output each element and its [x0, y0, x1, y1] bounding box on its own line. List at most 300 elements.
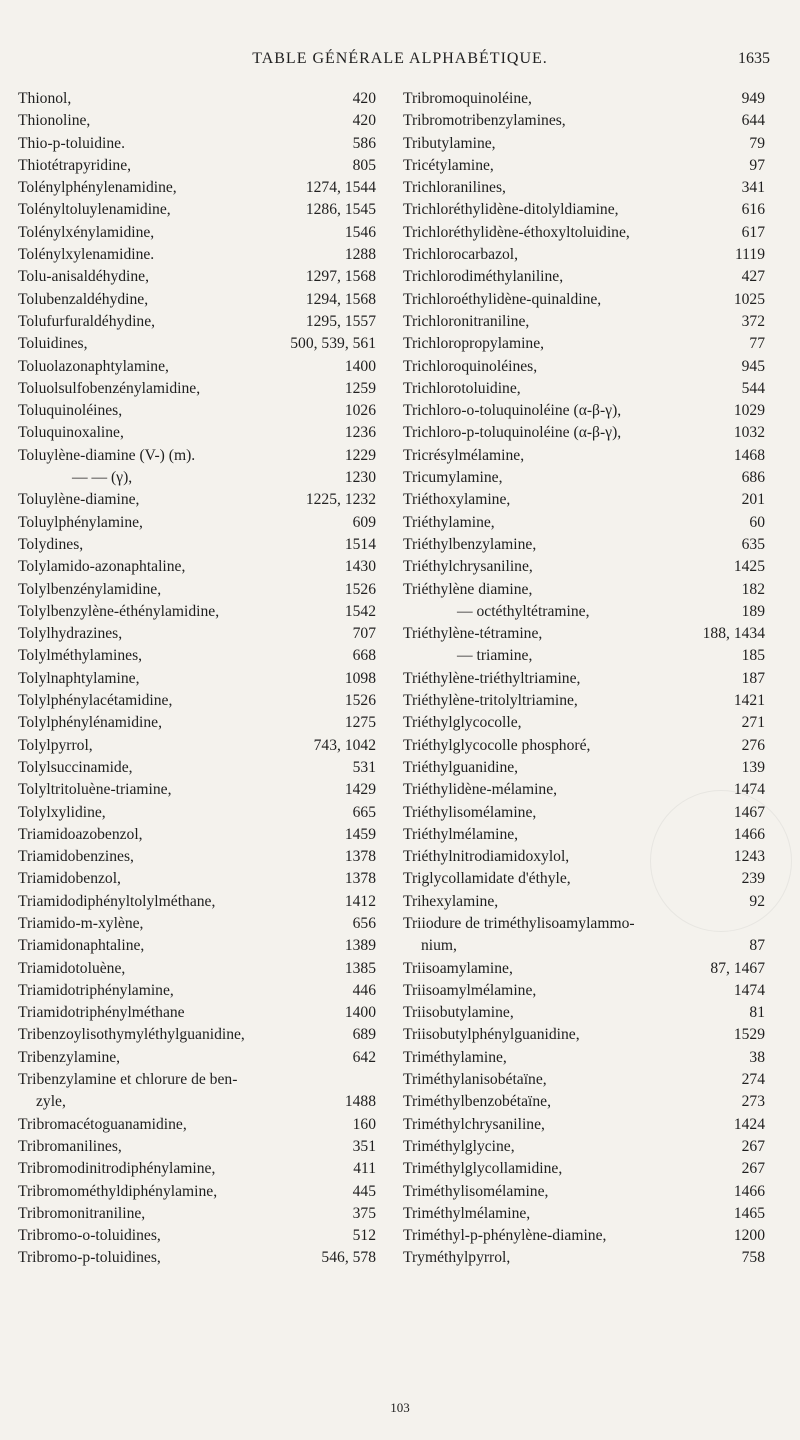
entry-pages: 276	[741, 736, 765, 754]
entry-name: Tolylxylidine,	[18, 803, 106, 821]
index-entry	[403, 868, 765, 890]
entry-pages: 635	[741, 535, 765, 553]
index-entry	[403, 824, 765, 846]
index-entry	[18, 289, 376, 311]
index-entry	[18, 222, 376, 244]
entry-name: Tribenzylamine,	[18, 1048, 121, 1066]
entry-name: Tolénylxylenamidine.	[18, 246, 155, 264]
entry-pages: 1378	[344, 870, 376, 888]
entry-name: Trichloranilines,	[403, 179, 506, 197]
index-entry	[403, 913, 765, 935]
index-entry	[403, 222, 765, 244]
entry-name: Tolylsuccinamide,	[18, 758, 133, 776]
entry-pages: 1474	[733, 781, 765, 799]
index-entry	[403, 400, 765, 422]
entry-name: Trichloréthylidène-ditolyldiamine,	[403, 201, 619, 219]
entry-name: Triméthylamine,	[403, 1048, 507, 1066]
index-entry	[403, 1002, 765, 1024]
index-entry	[18, 266, 376, 288]
index-entry	[403, 802, 765, 824]
entry-pages: 656	[352, 914, 376, 932]
entry-pages: 531	[352, 758, 376, 776]
entry-name: — — (γ),	[72, 469, 133, 487]
index-entry	[18, 1002, 376, 1024]
entry-pages: 1294, 1568	[305, 290, 376, 308]
index-entry	[403, 534, 765, 556]
entry-pages: 1236	[344, 424, 376, 442]
index-entry	[403, 244, 765, 266]
index-entry	[403, 422, 765, 444]
entry-name: Thionoline,	[18, 112, 91, 130]
entry-pages: 1275	[344, 714, 376, 732]
index-entry	[403, 1136, 765, 1158]
index-entry	[18, 668, 376, 690]
entry-pages: 182	[741, 580, 765, 598]
entry-pages: 97	[749, 156, 765, 174]
index-entry	[18, 445, 376, 467]
entry-name: Triéthylène diamine,	[403, 580, 533, 598]
entry-pages: 1295, 1557	[305, 312, 376, 330]
entry-pages: 271	[741, 714, 765, 732]
entry-pages: 341	[741, 179, 765, 197]
index-entry	[18, 512, 376, 534]
entry-pages: 686	[741, 469, 765, 487]
entry-name: Triméthylbenzobétaïne,	[403, 1093, 551, 1111]
entry-pages: 38	[749, 1048, 765, 1066]
index-entry	[18, 244, 376, 266]
entry-name: Toluolsulfobenzénylamidine,	[18, 379, 201, 397]
entry-name: Tolényltoluylenamidine,	[18, 201, 171, 219]
entry-pages: 411	[353, 1160, 376, 1178]
entry-name: Triéthylbenzylamine,	[403, 535, 537, 553]
entry-name: Toluylène-diamine,	[18, 491, 140, 509]
entry-pages: 1412	[344, 892, 376, 910]
index-entry	[403, 980, 765, 1002]
index-entry	[403, 712, 765, 734]
entry-name: Toluquinoxaline,	[18, 424, 124, 442]
entry-name: Tribromo-p-toluidines,	[18, 1249, 161, 1267]
entry-pages: 1225, 1232	[305, 491, 376, 509]
entry-pages: 1288	[344, 246, 376, 264]
entry-name: Triamidodiphényltolylméthane,	[18, 892, 216, 910]
entry-pages: 707	[352, 625, 376, 643]
index-entry	[403, 333, 765, 355]
entry-name: Triéthylnitrodiamidoxylol,	[403, 848, 570, 866]
entry-name: Triéthoxylamine,	[403, 491, 511, 509]
entry-pages: 139	[741, 758, 765, 776]
entry-pages: 446	[352, 981, 376, 999]
index-entry	[403, 1203, 765, 1225]
entry-pages: 1400	[344, 357, 376, 375]
entry-name: Tolénylxénylamidine,	[18, 223, 155, 241]
index-entry	[18, 1024, 376, 1046]
entry-pages: 1514	[344, 535, 376, 553]
entry-pages: 1488	[344, 1093, 376, 1111]
index-entry	[403, 935, 765, 957]
index-entry	[18, 400, 376, 422]
entry-name: Triamido-m-xylène,	[18, 914, 144, 932]
index-entry	[18, 802, 376, 824]
entry-name: Tribromotribenzylamines,	[403, 112, 566, 130]
entry-name: Triamidotoluène,	[18, 959, 126, 977]
entry-pages: 805	[352, 156, 376, 174]
index-entry	[403, 155, 765, 177]
entry-name: Tolylbenzénylamidine,	[18, 580, 162, 598]
index-entry	[403, 1069, 765, 1091]
entry-name: Thio-p-toluidine.	[18, 134, 125, 152]
entry-pages: 546, 578	[321, 1249, 376, 1267]
index-entry	[18, 1225, 376, 1247]
entry-name: Triméthylglycollamidine,	[403, 1160, 563, 1178]
index-entry	[403, 623, 765, 645]
entry-pages: 239	[741, 870, 765, 888]
index-entry	[403, 445, 765, 467]
index-entry	[403, 1114, 765, 1136]
index-entry	[18, 556, 376, 578]
index-entry	[403, 133, 765, 155]
entry-pages: 201	[741, 491, 765, 509]
entry-pages: 1468	[733, 446, 765, 464]
entry-pages: 1466	[733, 1182, 765, 1200]
entry-name: Tolylméthylamines,	[18, 647, 143, 665]
entry-pages: 375	[352, 1204, 376, 1222]
entry-name: Triéthylidène-mélamine,	[403, 781, 558, 799]
index-entry	[403, 266, 765, 288]
entry-name: Tricrésylmélamine,	[403, 446, 525, 464]
index-entry	[18, 913, 376, 935]
entry-name: Tolu-anisaldéhydine,	[18, 268, 149, 286]
entry-pages: 273	[741, 1093, 765, 1111]
entry-pages: 1259	[344, 379, 376, 397]
index-entry	[18, 757, 376, 779]
entry-pages: 185	[741, 647, 765, 665]
entry-name: Tribromacétoguanamidine,	[18, 1115, 187, 1133]
entry-pages: 1200	[733, 1227, 765, 1245]
index-entry	[18, 1114, 376, 1136]
entry-pages: 1297, 1568	[305, 268, 376, 286]
entry-pages: 420	[352, 112, 376, 130]
entry-pages: 1286, 1545	[305, 201, 376, 219]
index-entry	[403, 668, 765, 690]
entry-name: Trichloropropylamine,	[403, 335, 545, 353]
entry-name: Toluylène-diamine (V-) (m).	[18, 446, 196, 464]
index-entry	[403, 1247, 765, 1269]
entry-name: Triéthylisomélamine,	[403, 803, 537, 821]
entry-pages: 586	[352, 134, 376, 152]
entry-name: Tribromonitraniline,	[18, 1204, 146, 1222]
entry-name: Triamidonaphtaline,	[18, 937, 145, 955]
index-entry	[18, 155, 376, 177]
entry-name: Triisobutylphénylguanidine,	[403, 1026, 580, 1044]
entry-pages: 189	[741, 602, 765, 620]
index-column-right	[403, 88, 765, 1270]
entry-name: Tribromodinitrodiphénylamine,	[18, 1160, 216, 1178]
index-entry	[18, 1047, 376, 1069]
entry-pages: 1098	[344, 669, 376, 687]
entry-name: Tolubenzaldéhydine,	[18, 290, 149, 308]
entry-name: Tolénylphénylenamidine,	[18, 179, 177, 197]
entry-name: Tryméthylpyrrol,	[403, 1249, 511, 1267]
entry-name: Triméthylchrysaniline,	[403, 1115, 545, 1133]
index-entry	[18, 1203, 376, 1225]
entry-name: Triéthylène-tritolyltriamine,	[403, 692, 578, 710]
entry-name: Triméthylglycine,	[403, 1137, 515, 1155]
entry-name: Tribromo-o-toluidines,	[18, 1227, 161, 1245]
entry-name: Tolufurfuraldéhydine,	[18, 312, 156, 330]
entry-pages: 1243	[733, 848, 765, 866]
index-entry	[18, 199, 376, 221]
entry-pages: 87, 1467	[710, 959, 765, 977]
entry-pages: 949	[741, 90, 765, 107]
index-entry	[18, 868, 376, 890]
entry-pages: 758	[741, 1249, 765, 1267]
entry-name: Triéthylène-triéthyltriamine,	[403, 669, 581, 687]
index-entry	[403, 311, 765, 333]
entry-name: Tribenzylamine et chlorure de ben-	[18, 1071, 238, 1089]
entry-name: Trihexylamine,	[403, 892, 499, 910]
index-entry	[403, 289, 765, 311]
index-entry	[18, 846, 376, 868]
entry-pages: 1385	[344, 959, 376, 977]
index-entry	[18, 88, 376, 110]
entry-name: Triéthylmélamine,	[403, 825, 519, 843]
index-entry	[18, 958, 376, 980]
index-entry	[403, 1024, 765, 1046]
index-entry	[403, 88, 765, 110]
entry-name: Tributylamine,	[403, 134, 496, 152]
entry-name: Triamidobenzol,	[18, 870, 121, 888]
entry-pages: 617	[741, 223, 765, 241]
entry-name: Triméthylmélamine,	[403, 1204, 531, 1222]
index-entry	[18, 356, 376, 378]
entry-pages: 642	[352, 1048, 376, 1066]
entry-name: Tricétylamine,	[403, 156, 494, 174]
entry-pages: 188, 1434	[702, 625, 765, 643]
entry-pages: 1474	[733, 981, 765, 999]
entry-name: Triéthylène-tétramine,	[403, 625, 543, 643]
entry-name: Tolylnaphtylamine,	[18, 669, 140, 687]
entry-name: Triéthylchrysaniline,	[403, 558, 533, 576]
index-entry	[18, 1091, 376, 1113]
entry-name: Tribromanilines,	[18, 1137, 122, 1155]
index-entry	[18, 935, 376, 957]
entry-name: Triiodure de triméthylisoamylammo-	[403, 914, 635, 932]
entry-pages: 274	[741, 1071, 765, 1089]
entry-pages: 1378	[344, 848, 376, 866]
entry-name: Toluidines,	[18, 335, 88, 353]
index-entry	[18, 378, 376, 400]
entry-pages: 351	[352, 1137, 376, 1155]
entry-pages: 1467	[733, 803, 765, 821]
entry-name: Triéthylamine,	[403, 513, 495, 531]
entry-name: Tolylhydrazines,	[18, 625, 123, 643]
index-entry	[403, 779, 765, 801]
index-entry	[403, 757, 765, 779]
entry-name: Toluolazonaphtylamine,	[18, 357, 169, 375]
entry-pages: 1425	[733, 558, 765, 576]
index-entry	[403, 1091, 765, 1113]
entry-pages: 1389	[344, 937, 376, 955]
entry-pages: 1430	[344, 558, 376, 576]
index-entry	[403, 177, 765, 199]
entry-name: Tribenzoylisothymyléthylguanidine,	[18, 1026, 245, 1044]
entry-pages: 1026	[344, 402, 376, 420]
entry-name: Triéthylglycocolle,	[403, 714, 522, 732]
entry-pages: 60	[749, 513, 765, 531]
entry-name: Tolydines,	[18, 535, 84, 553]
entry-pages: 79	[749, 134, 765, 152]
entry-pages: 544	[741, 379, 765, 397]
index-entry	[18, 980, 376, 1002]
entry-pages: 665	[352, 803, 376, 821]
index-entry	[403, 735, 765, 757]
page-number: 1635	[738, 50, 770, 67]
running-title: TABLE GÉNÉRALE ALPHABÉTIQUE.	[252, 50, 548, 67]
index-entry	[403, 1047, 765, 1069]
entry-pages: 1029	[733, 402, 765, 420]
index-entry	[18, 891, 376, 913]
entry-name: Toluquinoléines,	[18, 402, 123, 420]
entry-name: Trichlorocarbazol,	[403, 246, 519, 264]
index-entry	[403, 846, 765, 868]
entry-name: Tolylphénylacétamidine,	[18, 692, 173, 710]
entry-name: Trichlorotoluidine,	[403, 379, 521, 397]
entry-pages: 427	[741, 268, 765, 286]
index-entry	[18, 690, 376, 712]
entry-pages: 1546	[344, 223, 376, 241]
signature-mark: 103	[390, 1400, 410, 1415]
index-entry	[18, 1181, 376, 1203]
entry-name: Triglycollamidate d'éthyle,	[403, 870, 571, 888]
entry-name: Triéthylguanidine,	[403, 758, 519, 776]
index-entry	[403, 579, 765, 601]
entry-name: Trichloroéthylidène-quinaldine,	[403, 290, 602, 308]
entry-pages: 1542	[344, 602, 376, 620]
entry-pages: 743, 1042	[313, 736, 376, 754]
index-entry	[18, 1158, 376, 1180]
index-entry	[18, 735, 376, 757]
entry-pages: 1119	[734, 246, 765, 264]
index-entry	[403, 601, 765, 623]
entry-name: Triméthylisomélamine,	[403, 1182, 549, 1200]
entry-pages: 609	[352, 513, 376, 531]
entry-pages: 689	[352, 1026, 376, 1044]
entry-pages: 1459	[344, 825, 376, 843]
entry-name: Triméthyl-p-phénylène-diamine,	[403, 1227, 607, 1245]
entry-pages: 372	[741, 312, 765, 330]
index-entry	[18, 601, 376, 623]
entry-pages: 267	[741, 1137, 765, 1155]
entry-pages: 1032	[733, 424, 765, 442]
entry-pages: 512	[352, 1227, 376, 1245]
index-entry	[18, 1069, 376, 1091]
entry-pages: 445	[352, 1182, 376, 1200]
entry-name: Triamidoazobenzol,	[18, 825, 143, 843]
entry-pages: 668	[352, 647, 376, 665]
entry-name: Tribromométhyldiphénylamine,	[18, 1182, 218, 1200]
index-entry	[18, 579, 376, 601]
index-entry	[18, 824, 376, 846]
index-entry	[18, 133, 376, 155]
entry-name: Tolyltritoluène-triamine,	[18, 781, 172, 799]
entry-pages: 945	[741, 357, 765, 375]
entry-pages: 644	[741, 112, 765, 130]
index-entry	[403, 467, 765, 489]
entry-pages: 1400	[344, 1004, 376, 1022]
index-entry	[18, 489, 376, 511]
index-entry	[18, 712, 376, 734]
entry-pages: 1421	[733, 692, 765, 710]
entry-pages: 1526	[344, 580, 376, 598]
entry-name: Tolylphénylénamidine,	[18, 714, 162, 732]
entry-pages: 1529	[733, 1026, 765, 1044]
index-entry	[403, 1181, 765, 1203]
entry-name: Triamidotriphénylamine,	[18, 981, 174, 999]
index-entry	[18, 177, 376, 199]
index-entry	[403, 690, 765, 712]
entry-name: — triamine,	[457, 647, 533, 665]
index-entry	[403, 512, 765, 534]
entry-name: Triéthylglycocolle phosphoré,	[403, 736, 591, 754]
index-entry	[18, 311, 376, 333]
entry-name: Triamidotriphénylméthane	[18, 1004, 185, 1022]
entry-name: Triméthylanisobétaïne,	[403, 1071, 547, 1089]
entry-name: Trichloréthylidène-éthoxyltoluidine,	[403, 223, 630, 241]
index-entry	[403, 556, 765, 578]
entry-pages: 1466	[733, 825, 765, 843]
entry-pages: 1229	[344, 446, 376, 464]
entry-name: Toluylphénylamine,	[18, 513, 143, 531]
entry-pages: 1274, 1544	[305, 179, 376, 197]
entry-pages: 1429	[344, 781, 376, 799]
index-entry	[18, 1247, 376, 1269]
entry-pages: 87	[749, 937, 765, 955]
index-entry	[18, 467, 376, 489]
entry-name: Triamidobenzines,	[18, 848, 134, 866]
entry-pages: 81	[749, 1004, 765, 1022]
entry-name: Triisobutylamine,	[403, 1004, 514, 1022]
index-column-left	[18, 88, 376, 1270]
entry-pages: 187	[741, 669, 765, 687]
entry-name: Trichloro-p-toluquinoléine (α-β-γ),	[403, 424, 622, 442]
entry-name: zyle,	[36, 1093, 66, 1111]
entry-pages: 1424	[733, 1115, 765, 1133]
index-entry	[18, 779, 376, 801]
index-entry	[403, 378, 765, 400]
index-entry	[403, 110, 765, 132]
entry-pages: 160	[352, 1115, 376, 1133]
index-entry	[403, 1225, 765, 1247]
entry-pages: 1526	[344, 692, 376, 710]
entry-name: Thiotétrapyridine,	[18, 156, 132, 174]
entry-name: Trichloro-o-toluquinoléine (α-β-γ),	[403, 402, 622, 420]
entry-pages: 500, 539, 561	[290, 335, 376, 353]
entry-name: Trichloroquinoléines,	[403, 357, 538, 375]
entry-name: Tolylbenzylène-éthénylamidine,	[18, 602, 220, 620]
entry-name: Tricumylamine,	[403, 469, 503, 487]
entry-name: — octéthyltétramine,	[457, 602, 590, 620]
index-entry	[18, 623, 376, 645]
index-entry	[18, 110, 376, 132]
entry-pages: 92	[749, 892, 765, 910]
entry-name: Tolylpyrrol,	[18, 736, 93, 754]
entry-pages: 420	[352, 90, 376, 107]
entry-name: Trichlorodiméthylaniline,	[403, 268, 564, 286]
entry-name: nium,	[421, 937, 457, 955]
index-entry	[403, 645, 765, 667]
index-entry	[403, 891, 765, 913]
index-entry	[18, 534, 376, 556]
